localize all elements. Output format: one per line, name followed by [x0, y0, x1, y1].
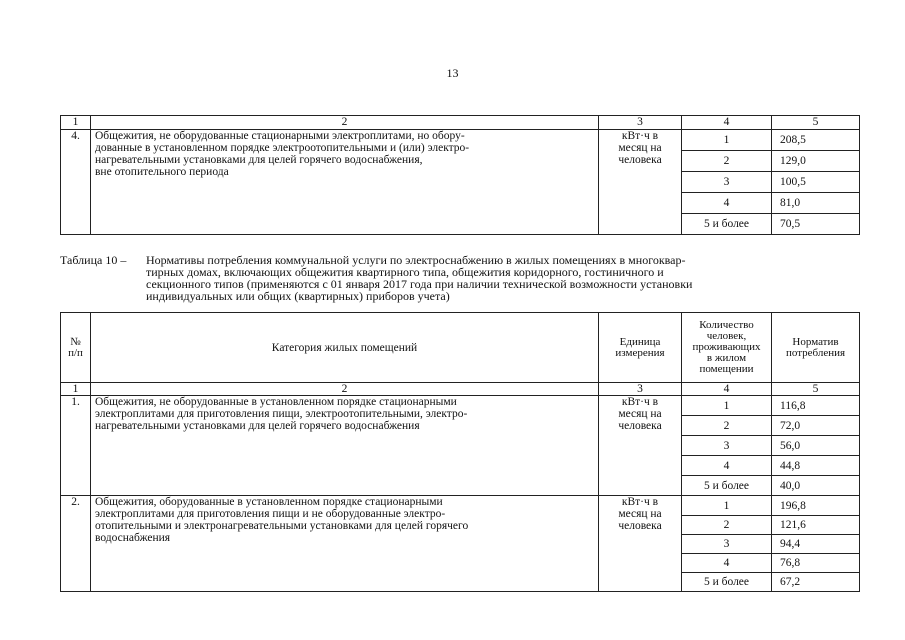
persons-cell: 1 — [682, 496, 772, 516]
persons-cell: 1 — [682, 396, 772, 416]
value-cell: 81,0 — [772, 193, 860, 214]
caption-label: Таблица 10 – — [60, 253, 127, 267]
value-cell: 100,5 — [772, 172, 860, 193]
category-text: Общежития, не оборудованные стационарными электроплитами, но обору- дованные в установленном порядке электроотопительными и (или) электро- нагревательными установками для целей горячего водоснабжения, вне отопительного периода — [91, 130, 599, 235]
value-cell: 94,4 — [772, 535, 860, 554]
table-norms — [60, 312, 860, 592]
col-num: 4 — [682, 116, 772, 130]
row-number: 4. — [61, 130, 91, 235]
col-num: 5 — [772, 116, 860, 130]
category-text: Общежития, не оборудованные в установленном порядке стационарными электроплитами для приготовления пищи, электроотопительными, электро- нагревательными установками для целей горячего водоснабжения — [91, 396, 599, 496]
persons-cell: 4 — [682, 554, 772, 573]
persons-cell: 4 — [682, 456, 772, 476]
table-continuation — [60, 115, 860, 235]
value-cell: 121,6 — [772, 516, 860, 535]
value-cell: 76,8 — [772, 554, 860, 573]
value-cell: 67,2 — [772, 573, 860, 592]
header-unit: Единица измерения — [599, 313, 682, 383]
category-text: Общежития, оборудованные в установленном порядке стационарными электроплитами для приготовления пищи и не оборудованные электро- отопительными и электронагревательными установками для целей горячего водоснабжения — [91, 496, 599, 592]
value-cell: 44,8 — [772, 456, 860, 476]
col-num: 1 — [61, 383, 91, 396]
page-number: 13 — [446, 66, 459, 80]
unit-text: кВт·ч в месяц на человека — [599, 130, 682, 235]
caption-text: Нормативы потребления коммунальной услуги по электроснабжению в жилых помещениях в многоквар- тирных домах, включающих общежития квартирного типа, общежития коридорного, гостиничного и секционного типов (применяются с 01 января 2017 года при наличии технической возможности установки индивидуальных или общих (квартирных) приборов учета) — [146, 253, 693, 303]
unit-text: кВт·ч в месяц на человека — [599, 496, 682, 592]
header-row — [61, 313, 860, 383]
persons-cell: 3 — [682, 172, 772, 193]
persons-cell: 2 — [682, 416, 772, 436]
header-norm: Норматив потребления — [772, 313, 860, 383]
col-num: 5 — [772, 383, 860, 396]
row-number: 1. — [61, 396, 91, 496]
value-cell: 116,8 — [772, 396, 860, 416]
persons-cell: 5 и более — [682, 214, 772, 235]
header-persons: Количество человек, проживающих в жилом помещении — [682, 313, 772, 383]
table-row — [61, 496, 860, 516]
persons-cell: 4 — [682, 193, 772, 214]
value-cell: 208,5 — [772, 130, 860, 151]
persons-cell: 1 — [682, 130, 772, 151]
persons-cell: 3 — [682, 535, 772, 554]
persons-cell: 5 и более — [682, 573, 772, 592]
col-num: 2 — [91, 383, 599, 396]
header-num: № п/п — [61, 313, 91, 383]
value-cell: 72,0 — [772, 416, 860, 436]
persons-cell: 3 — [682, 436, 772, 456]
col-num: 3 — [599, 116, 682, 130]
col-num: 2 — [91, 116, 599, 130]
value-cell: 196,8 — [772, 496, 860, 516]
header-category: Категория жилых помещений — [91, 313, 599, 383]
persons-cell: 2 — [682, 151, 772, 172]
unit-text: кВт·ч в месяц на человека — [599, 396, 682, 496]
value-cell: 70,5 — [772, 214, 860, 235]
value-cell: 129,0 — [772, 151, 860, 172]
persons-cell: 5 и более — [682, 476, 772, 496]
col-num: 4 — [682, 383, 772, 396]
value-cell: 40,0 — [772, 476, 860, 496]
column-number-row — [61, 383, 860, 396]
col-num: 1 — [61, 116, 91, 130]
value-cell: 56,0 — [772, 436, 860, 456]
column-number-row — [61, 116, 860, 130]
persons-cell: 2 — [682, 516, 772, 535]
table-row — [61, 130, 860, 151]
row-number: 2. — [61, 496, 91, 592]
table-row — [61, 396, 860, 416]
col-num: 3 — [599, 383, 682, 396]
